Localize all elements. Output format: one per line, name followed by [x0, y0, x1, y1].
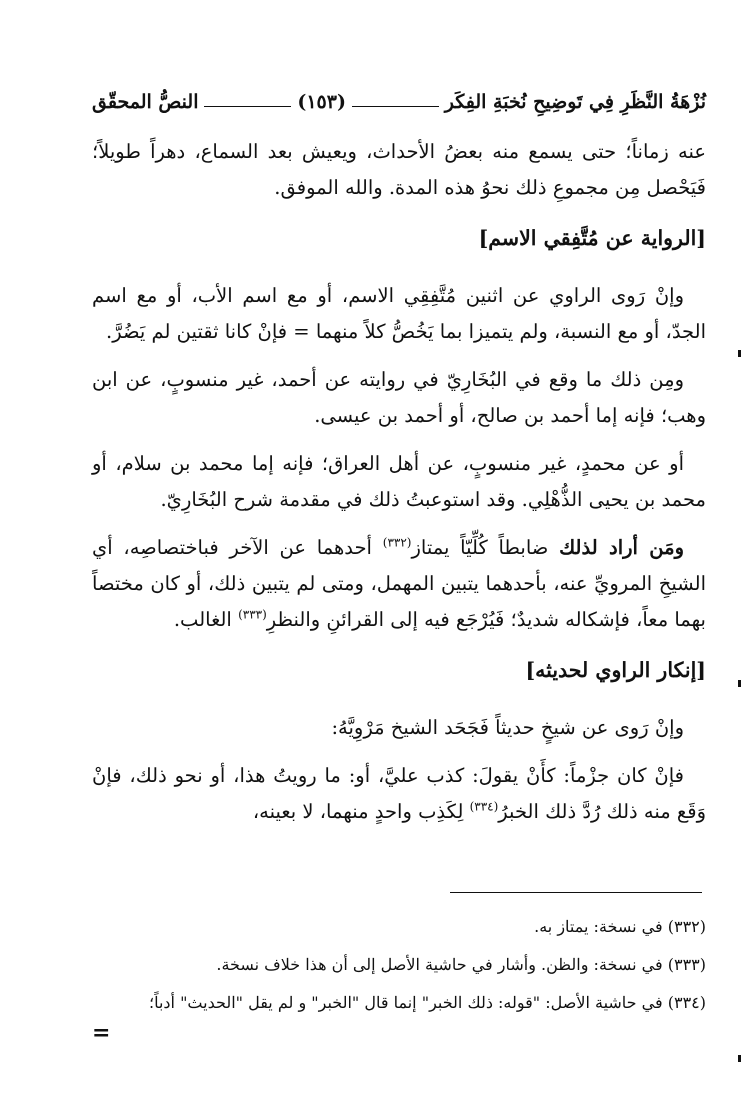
- paragraph: وإنْ رَوى الراوي عن اثنين مُتَّفِقِي الاسم، أو مع اسم الأب، أو مع اسم الجدّ، أو مع النسبة، ولم يتميزا بما يَخُصُّ كلاً منهما = فإنْ كانا ثقتين لم يَضُرَّ.: [92, 284, 706, 343]
- page-number: (١٥٣): [297, 91, 346, 113]
- header-rule-left: [204, 106, 291, 107]
- text-run: لِكَذِب واحدٍ منهما، لا بعينه،: [252, 800, 470, 823]
- footnote-ref: (٣٣٢): [382, 535, 412, 550]
- section-heading: [الرواية عن مُتَّفِقي الاسم]: [478, 226, 706, 250]
- text-run: الغالب.: [173, 608, 239, 631]
- footnote-ref: (٣٣٤): [469, 799, 499, 814]
- matn-phrase: ومَن أراد لذلك: [559, 536, 684, 559]
- text-run: أحدهما عن الآخر فباختصاصِه، أي الشيخِ المرويِّ عنه، بأحدهما يتبين المهمل، ومتى لم يتبين ذلك، أو كان مختصاً بهما معاً، فإشكاله شديدٌ؛ فَيُرْجَع فيه إلى القرائنِ والنظرِ: [92, 536, 706, 631]
- footnote: (٣٣٤) في حاشية الأصل: "قوله: ذلك الخبر" إنما قال "الخبر" و لم يقل "الحديث" أدباً؛: [149, 993, 706, 1012]
- footnotes: [92, 908, 706, 1022]
- text-run: ضابطاً كُلِّيّاً يمتاز: [411, 536, 560, 559]
- margin-mark: [738, 680, 741, 687]
- running-header: [92, 84, 706, 120]
- paragraph: وإنْ رَوى عن شيخٍ حديثاً فَجَحَد الشيخ مَرْوِيَّهُ:: [331, 716, 684, 739]
- margin-mark: [738, 1055, 741, 1062]
- main-text: [92, 134, 706, 842]
- paragraph: [92, 530, 706, 638]
- footnote-ref: (٣٣٣): [238, 607, 267, 622]
- footnote: (٣٣٢) في نسخة: يمتاز به.: [534, 917, 706, 936]
- paragraph: [92, 758, 706, 830]
- book-title: نُزْهَةُ النَّظَرِ فِي تَوضِيحِ نُخبَةِ الفِكَر: [444, 91, 706, 113]
- footnote-divider: [450, 892, 702, 893]
- paragraph: عنه زماناً؛ حتى يسمع منه بعضُ الأحداث، ويعيش بعد السماع، دهراً طويلاً؛ فَيَحْصل مِن مجموعِ ذلك نحوُ هذه المدة. والله الموفق.: [92, 140, 706, 199]
- paragraph: ومِن ذلك ما وقع في البُخَارِيّ في روايته عن أحمد، غير منسوبٍ، عن ابن وهب؛ فإنه إما أحمد بن صالح، أو أحمد بن عيسى.: [92, 368, 706, 427]
- section-title: النصُّ المحقّق: [92, 91, 199, 113]
- header-rule-right: [352, 106, 439, 107]
- margin-mark: [738, 350, 741, 357]
- section-heading: [إنكار الراوي لحديثه]: [525, 658, 706, 682]
- continuation-mark: =: [92, 1020, 111, 1046]
- paragraph: أو عن محمدٍ، غير منسوبٍ، عن أهل العراق؛ فإنه إما محمد بن سلام، أو محمد بن يحيى الذُّهْلِي. وقد استوعبتُ ذلك في مقدمة شرح البُخَارِيّ.: [92, 452, 706, 511]
- text-run: فإنْ كان جزْماً: كأَنْ يقولَ: كذب عليَّ، أو: ما رويتُ هذا، أو نحو ذلك، فإنْ وَقَع منه ذلك رُدَّ ذلك الخبرُ: [92, 764, 706, 823]
- footnote: (٣٣٣) في نسخة: والظن. وأشار في حاشية الأصل إلى أن هذا خلاف نسخة.: [216, 955, 706, 974]
